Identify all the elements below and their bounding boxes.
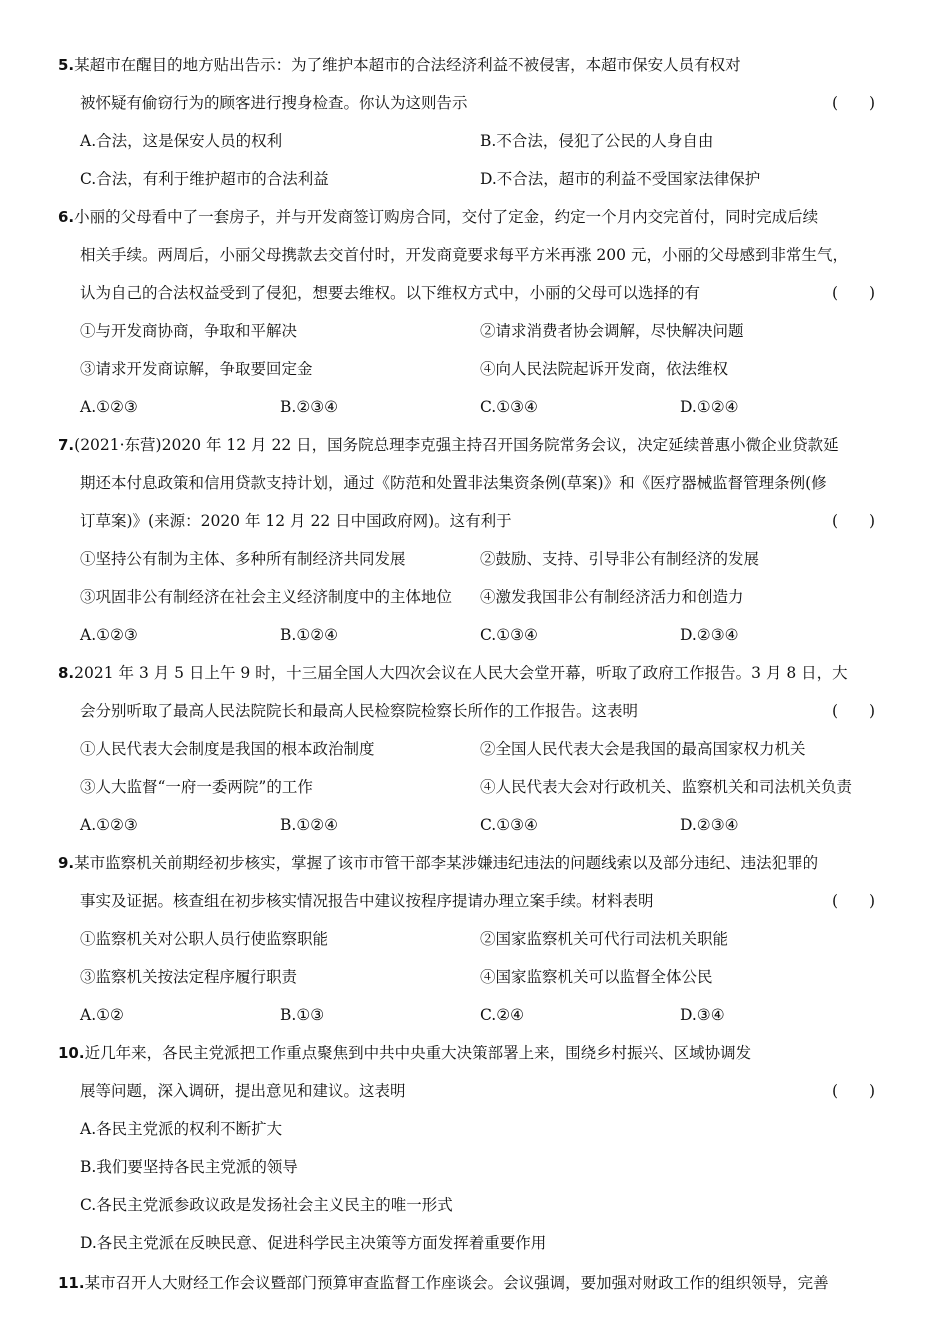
question-number: 11. bbox=[58, 1274, 85, 1292]
statement-2: ②请求消费者协会调解，尽快解决问题 bbox=[480, 322, 744, 340]
choice-b: B.①③ bbox=[280, 1006, 325, 1024]
choice-d: D.不合法，超市的利益不受国家法律保护 bbox=[480, 170, 761, 188]
question-number: 5. bbox=[58, 56, 75, 74]
statement-3: ③监察机关按法定程序履行职责 bbox=[80, 968, 298, 986]
answer-parentheses: ( ) bbox=[832, 94, 876, 112]
question-text-line: 会分别听取了最高人民法院院长和最高人民检察院检察长所作的工作报告。这表明 bbox=[80, 702, 639, 720]
choice-d: D.各民主党派在反映民意、促进科学民主决策等方面发挥着重要作用 bbox=[80, 1234, 547, 1252]
choice-c: C.①③④ bbox=[480, 816, 538, 834]
choice-a: A.①②③ bbox=[80, 626, 138, 644]
choice-b: B.①②④ bbox=[280, 816, 339, 834]
question-text-line: 订草案)》(来源：2020 年 12 月 22 日中国政府网)。这有利于 bbox=[80, 512, 512, 530]
question-text-line: 某市监察机关前期经初步核实，掌握了该市市管干部李某涉嫌违纪违法的问题线索以及部分违纪、违法犯罪的 bbox=[74, 854, 819, 872]
statement-3: ③人大监督“一府一委两院”的工作 bbox=[80, 778, 313, 796]
question-text-line: 某超市在醒目的地方贴出告示：为了维护本超市的合法经济利益不被侵害，本超市保安人员有权对 bbox=[74, 56, 741, 74]
answer-parentheses: ( ) bbox=[832, 284, 876, 302]
question-text-line: 展等问题，深入调研，提出意见和建议。这表明 bbox=[80, 1082, 406, 1100]
answer-parentheses: ( ) bbox=[832, 892, 876, 910]
choice-a: A.各民主党派的权利不断扩大 bbox=[80, 1120, 283, 1138]
question-number: 10. bbox=[58, 1044, 85, 1062]
choice-c: C.合法，有利于维护超市的合法利益 bbox=[80, 170, 329, 188]
question-text-line: 相关手续。两周后，小丽父母携款去交首付时，开发商竟要求每平方米再涨 200 元，小丽的父母感到非常生气， bbox=[80, 246, 848, 264]
question-text-line: 某市召开人大财经工作会议暨部门预算审查监督工作座谈会。会议强调，要加强对财政工作的组织领导，完善 bbox=[84, 1274, 829, 1292]
choice-d: D.②③④ bbox=[680, 816, 739, 834]
statement-3: ③巩固非公有制经济在社会主义经济制度中的主体地位 bbox=[80, 588, 453, 606]
question-text-line: 期还本付息政策和信用贷款支持计划，通过《防范和处置非法集资条例(草案)》和《医疗器械监督管理条例(修 bbox=[80, 474, 827, 492]
statement-2: ②鼓励、支持、引导非公有制经济的发展 bbox=[480, 550, 760, 568]
choice-b: B.②③④ bbox=[280, 398, 339, 416]
choice-c: C.①③④ bbox=[480, 626, 538, 644]
answer-parentheses: ( ) bbox=[832, 512, 876, 530]
choice-c: C.②④ bbox=[480, 1006, 525, 1024]
answer-parentheses: ( ) bbox=[832, 702, 876, 720]
choice-a: A.①② bbox=[80, 1006, 124, 1024]
choice-c: C.各民主党派参政议政是发扬社会主义民主的唯一形式 bbox=[80, 1196, 453, 1214]
statement-1: ①坚持公有制为主体、多种所有制经济共同发展 bbox=[80, 550, 406, 568]
choice-a: A.①②③ bbox=[80, 816, 138, 834]
question-text-line: 认为自己的合法权益受到了侵犯，想要去维权。以下维权方式中，小丽的父母可以选择的有 bbox=[80, 284, 701, 302]
question-text-line: (2021·东营)2020 年 12 月 22 日，国务院总理李克强主持召开国务院常务会议，决定延续普惠小微企业贷款延 bbox=[74, 436, 839, 454]
choice-b: B.不合法，侵犯了公民的人身自由 bbox=[480, 132, 714, 150]
question-text-line: 近几年来，各民主党派把工作重点聚焦到中共中央重大决策部署上来，围绕乡村振兴、区域协调发 bbox=[84, 1044, 752, 1062]
statement-4: ④国家监察机关可以监督全体公民 bbox=[480, 968, 713, 986]
choice-a: A.合法，这是保安人员的权利 bbox=[80, 132, 283, 150]
choice-d: D.③④ bbox=[680, 1006, 725, 1024]
question-number: 7. bbox=[58, 436, 75, 454]
question-text-line: 事实及证据。核查组在初步核实情况报告中建议按程序提请办理立案手续。材料表明 bbox=[80, 892, 654, 910]
statement-1: ①监察机关对公职人员行使监察职能 bbox=[80, 930, 329, 948]
statement-1: ①与开发商协商，争取和平解决 bbox=[80, 322, 298, 340]
choice-b: B.①②④ bbox=[280, 626, 339, 644]
choice-a: A.①②③ bbox=[80, 398, 138, 416]
choice-d: D.②③④ bbox=[680, 626, 739, 644]
statement-3: ③请求开发商谅解，争取要回定金 bbox=[80, 360, 313, 378]
question-text-line: 2021 年 3 月 5 日上午 9 时，十三届全国人大四次会议在人民大会堂开幕，听取了政府工作报告。3 月 8 日，大 bbox=[74, 664, 848, 682]
choice-c: C.①③④ bbox=[480, 398, 538, 416]
question-number: 8. bbox=[58, 664, 75, 682]
statement-4: ④向人民法院起诉开发商，依法维权 bbox=[480, 360, 729, 378]
statement-2: ②国家监察机关可代行司法机关职能 bbox=[480, 930, 729, 948]
answer-parentheses: ( ) bbox=[832, 1082, 876, 1100]
choice-d: D.①②④ bbox=[680, 398, 739, 416]
statement-1: ①人民代表大会制度是我国的根本政治制度 bbox=[80, 740, 375, 758]
choice-b: B.我们要坚持各民主党派的领导 bbox=[80, 1158, 298, 1176]
question-number: 6. bbox=[58, 208, 75, 226]
question-number: 9. bbox=[58, 854, 75, 872]
question-text-line: 被怀疑有偷窃行为的顾客进行搜身检查。你认为这则告示 bbox=[80, 94, 468, 112]
statement-4: ④激发我国非公有制经济活力和创造力 bbox=[480, 588, 744, 606]
statement-4: ④人民代表大会对行政机关、监察机关和司法机关负责 bbox=[480, 778, 853, 796]
statement-2: ②全国人民代表大会是我国的最高国家权力机关 bbox=[480, 740, 806, 758]
question-text-line: 小丽的父母看中了一套房子，并与开发商签订购房合同，交付了定金，约定一个月内交完首付，同时完成后续 bbox=[74, 208, 819, 226]
